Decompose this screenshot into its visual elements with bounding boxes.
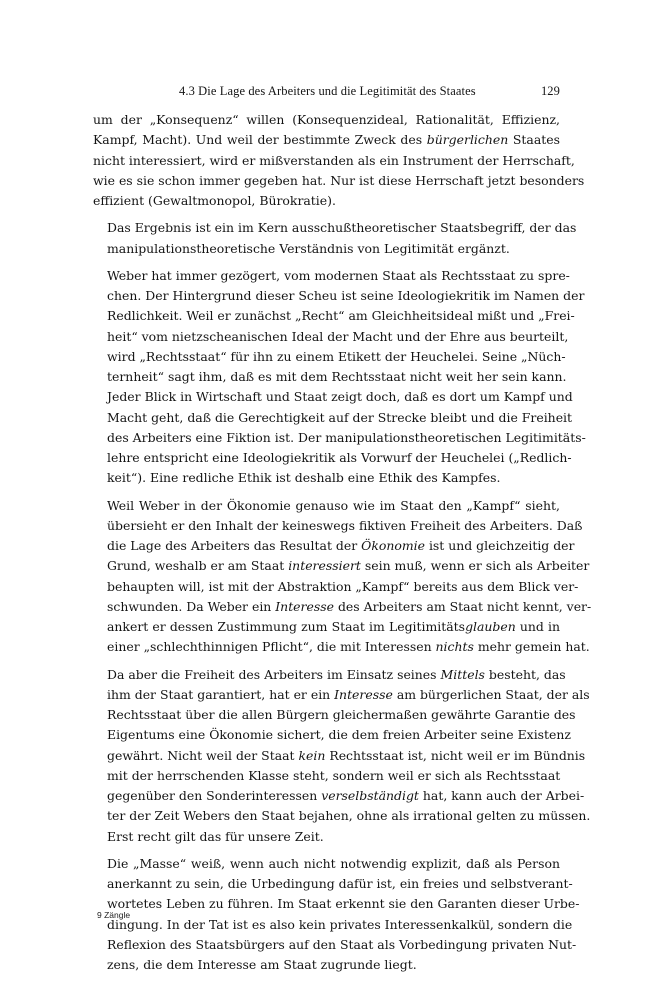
text-line — [93, 705, 576, 725]
text-line — [93, 171, 585, 191]
text-segment: des Arbeiters eine Fiktion ist. Der manipulationstheoretischen Legitimitäts- — [107, 429, 586, 445]
emphasized-text: bürgerlichen — [426, 132, 509, 148]
text-segment: Grund, weshalb er am Staat — [107, 558, 289, 574]
paragraph — [93, 218, 577, 259]
running-head — [93, 84, 560, 106]
page-number: 129 — [540, 84, 560, 98]
emphasized-text: Mittels — [440, 666, 485, 682]
text-line — [93, 827, 560, 847]
text-line — [93, 617, 560, 637]
paragraph — [93, 110, 585, 211]
text-segment: Staates — [508, 132, 560, 148]
signature-mark: 9 Zängle — [97, 910, 131, 920]
text-segment: behaupten will, ist mit der Abstraktion „Kampf“ bereits aus dem Blick ver- — [107, 578, 579, 594]
text-segment: am bürgerlichen Staat, der als — [392, 686, 590, 702]
text-segment: nicht interessiert, wird er mißverstanden als ein Instrument der Herrschaft, — [93, 152, 575, 168]
emphasized-text: Interesse — [334, 686, 393, 702]
text-segment: dingung. In der Tat ist es also kein privates Interessenkalkül, sondern die — [107, 916, 573, 932]
text-line — [93, 387, 573, 407]
text-line — [93, 766, 560, 786]
text-line — [93, 218, 577, 238]
text-line — [93, 894, 580, 914]
text-segment: mehr gemein hat. — [473, 639, 590, 655]
text-line — [93, 806, 591, 826]
emphasized-text: interessiert — [288, 558, 361, 574]
text-segment: zens, die dem Interesse am Staat zugrunde liegt. — [107, 957, 417, 972]
text-line — [93, 327, 569, 347]
body-text — [93, 110, 592, 982]
text-segment: einer „schlechthinnigen Pflicht“, die mit Interessen — [107, 639, 436, 655]
text-line — [93, 496, 560, 516]
text-line — [93, 955, 560, 975]
text-segment: übersieht er den Inhalt der keineswegs fiktiven Freiheit des Arbeiters. Daß — [107, 517, 583, 533]
text-segment: manipulationstheoretische Verständnis von Legitimität ergänzt. — [107, 240, 510, 256]
text-line — [93, 468, 560, 488]
text-segment: lehre entspricht eine Ideologiekritik als Vorwurf der Heuchelei („Redlich- — [107, 450, 572, 465]
text-segment: des Arbeiters am Staat nicht kennt, ver- — [333, 598, 592, 614]
text-line — [93, 266, 570, 286]
text-segment: wird „Rechtsstaat“ für ihn zu einem Etikett der Heuchelei. Seine „Nüch- — [107, 348, 566, 364]
text-line — [93, 874, 573, 894]
text-segment: heit“ vom nietzscheanischen Ideal der Macht und der Ehre aus beurteilt, — [107, 328, 569, 344]
text-line — [93, 597, 592, 617]
text-line — [93, 536, 575, 556]
text-segment: gegenüber den Sonderinteressen — [107, 788, 322, 803]
text-line — [93, 746, 586, 766]
text-segment: ankert er dessen Zustimmung zum Staat im Legitimitäts — [107, 619, 466, 634]
text-segment: Weber hat immer gezögert, vom modernen Staat als Rechtsstaat zu spre- — [107, 267, 570, 283]
text-segment: Das Ergebnis ist ein im Kern ausschußtheoretischer Staatsbegriff, der das — [107, 220, 577, 236]
text-line — [93, 915, 573, 935]
text-line — [93, 725, 571, 745]
paragraph — [93, 266, 586, 489]
text-segment: Macht geht, daß die Gerechtigkeit auf der Strecke bleibt und die Freiheit — [107, 409, 573, 425]
text-line — [93, 151, 575, 171]
text-line — [93, 935, 577, 955]
emphasized-text: glauben — [465, 619, 516, 634]
text-line — [93, 306, 575, 326]
text-segment: die Lage des Arbeiters das Resultat der — [107, 538, 362, 553]
paragraph — [93, 854, 580, 976]
text-segment: Erst recht gilt das für unsere Zeit. — [107, 828, 324, 844]
text-segment: Weil Weber in der Ökonomie genauso wie im Staat den „Kampf“ sieht, — [107, 497, 560, 513]
text-line — [93, 130, 560, 150]
text-segment: keit“). Eine redliche Ethik ist deshalb eine Ethik des Kampfes. — [107, 470, 501, 486]
emphasized-text: Ökonomie — [361, 538, 425, 553]
text-segment: ist und gleichzeitig der — [424, 538, 575, 553]
text-segment: anerkannt zu sein, die Urbedingung dafür ist, ein freies und selbstverant- — [107, 876, 573, 891]
text-line — [93, 665, 566, 685]
text-segment: Eigentums eine Ökonomie sichert, die dem freien Arbeiter seine Existenz — [107, 727, 571, 743]
text-line — [93, 408, 573, 428]
text-segment: sein muß, wenn er sich als Arbeiter — [360, 558, 590, 574]
text-segment: wie es sie schon immer gegeben hat. Nur ist diese Herrschaft jetzt besonders — [93, 172, 585, 188]
text-line — [93, 685, 590, 705]
text-segment: ternheit“ sagt ihm, daß es mit dem Rechtsstaat nicht weit her sein kann. — [107, 369, 567, 384]
text-line — [93, 516, 583, 536]
paragraph — [93, 496, 592, 658]
text-line — [93, 448, 572, 468]
text-segment: Die „Masse“ weiß, wenn auch nicht notwendig explizit, daß als Person — [107, 855, 560, 871]
text-segment: Rechtsstaat über die allen Bürgern gleichermaßen gewährte Garantie des — [107, 707, 576, 722]
text-segment: Rechtsstaat ist, nicht weil er im Bündnis — [325, 747, 586, 763]
text-line — [93, 854, 560, 874]
text-line — [93, 428, 586, 448]
text-segment: Jeder Blick in Wirtschaft und Staat zeigt doch, daß es dort um Kampf und — [107, 389, 573, 405]
emphasized-text: kein — [298, 747, 326, 763]
text-segment: chen. Der Hintergrund dieser Scheu ist seine Ideologiekritik im Namen der — [107, 288, 585, 303]
text-segment: und in — [515, 619, 560, 634]
text-line — [93, 556, 590, 576]
text-segment: Redlichkeit. Weil er zunächst „Recht“ am Gleichheitsideal mißt und „Frei- — [107, 308, 575, 324]
text-segment: wortetes Leben zu führen. Im Staat erkennt sie den Garanten dieser Urbe- — [107, 896, 580, 912]
text-line — [93, 637, 590, 657]
text-line — [93, 347, 566, 367]
text-segment: Reflexion des Staatsbürgers auf den Staat als Vorbedingung privaten Nut- — [107, 936, 577, 952]
paragraph — [93, 665, 591, 847]
text-line — [93, 577, 579, 597]
text-segment: ihm der Staat garantiert, hat er ein — [107, 686, 335, 702]
emphasized-text: nichts — [435, 639, 474, 655]
text-segment: mit der herrschenden Klasse steht, sondern weil er sich als Rechtsstaat — [107, 767, 561, 783]
text-line — [93, 239, 560, 259]
emphasized-text: verselbständigt — [321, 788, 419, 803]
text-line — [93, 110, 560, 130]
text-line — [93, 286, 585, 306]
text-segment: gewährt. Nicht weil der Staat — [107, 747, 299, 763]
text-segment: Da aber die Freiheit des Arbeiters im Einsatz seines — [107, 666, 441, 682]
text-line — [93, 786, 585, 806]
text-line — [93, 367, 567, 387]
text-segment: hat, kann auch der Arbei- — [418, 788, 585, 803]
text-segment: um der „Konsequenz“ willen (Konsequenzideal, Rationalität, Effizienz, — [93, 112, 560, 127]
text-segment: besteht, das — [484, 666, 566, 682]
text-segment: effizient (Gewaltmonopol, Bürokratie). — [93, 193, 336, 208]
text-segment: ter der Zeit Webers den Staat bejahen, ohne als irrational gelten zu müssen. — [107, 808, 591, 824]
text-segment: Kampf, Macht). Und weil der bestimmte Zweck des — [93, 132, 427, 148]
text-segment: schwunden. Da Weber ein — [107, 598, 276, 614]
emphasized-text: Interesse — [275, 598, 334, 614]
running-title: 4.3 Die Lage des Arbeiters und die Legitimität des Staates — [179, 84, 476, 98]
text-line — [93, 191, 560, 211]
